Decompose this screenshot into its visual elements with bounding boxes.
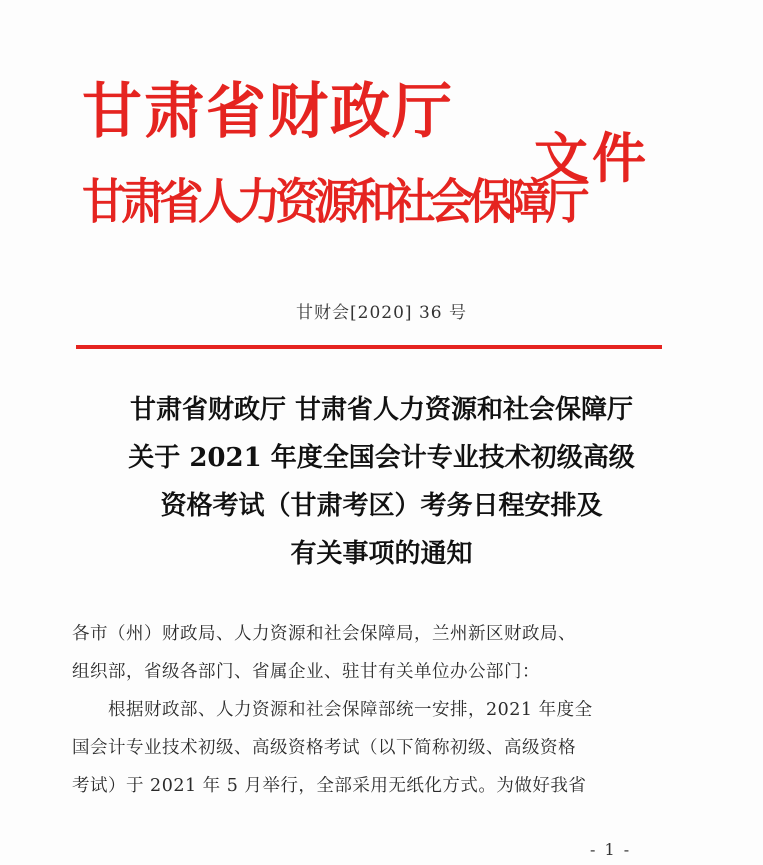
document-type-label: 文件 xyxy=(534,127,650,190)
red-header-divider xyxy=(76,345,662,349)
body-line-recipients: 组织部，省级各部门、省属企业、驻甘有关单位办公部门： xyxy=(72,662,540,682)
document-body xyxy=(72,615,692,805)
body-line-paragraph: 国会计专业技术初级、高级资格考试（以下简称初级、高级资格 xyxy=(72,738,576,758)
title-line: 甘肃省财政厅 甘肃省人力资源和社会保障厅 xyxy=(129,395,634,425)
title-line: 资格考试（甘肃考区）考务日程安排及 xyxy=(160,491,603,521)
issuer-finance-dept: 甘肃省财政厅 xyxy=(82,77,454,147)
page-number: - 1 - xyxy=(590,840,632,859)
title-line: 有关事项的通知 xyxy=(290,539,473,569)
title-line: 关于 2021 年度全国会计专业技术初级高级 xyxy=(128,443,635,473)
body-line-paragraph: 考试）于 2021 年 5 月举行，全部采用无纸化方式。为做好我省 xyxy=(72,776,587,796)
issuer-hr-social-security-dept: 甘肃省人力资源和社会保障厅 xyxy=(82,174,585,230)
document-number: 甘财会[2020] 36 号 xyxy=(296,303,467,323)
document-title xyxy=(0,386,763,578)
body-line-paragraph: 根据财政部、人力资源和社会保障部统一安排，2021 年度全 xyxy=(108,700,593,720)
body-line-recipients: 各市（州）财政局、人力资源和社会保障局，兰州新区财政局、 xyxy=(72,624,576,644)
